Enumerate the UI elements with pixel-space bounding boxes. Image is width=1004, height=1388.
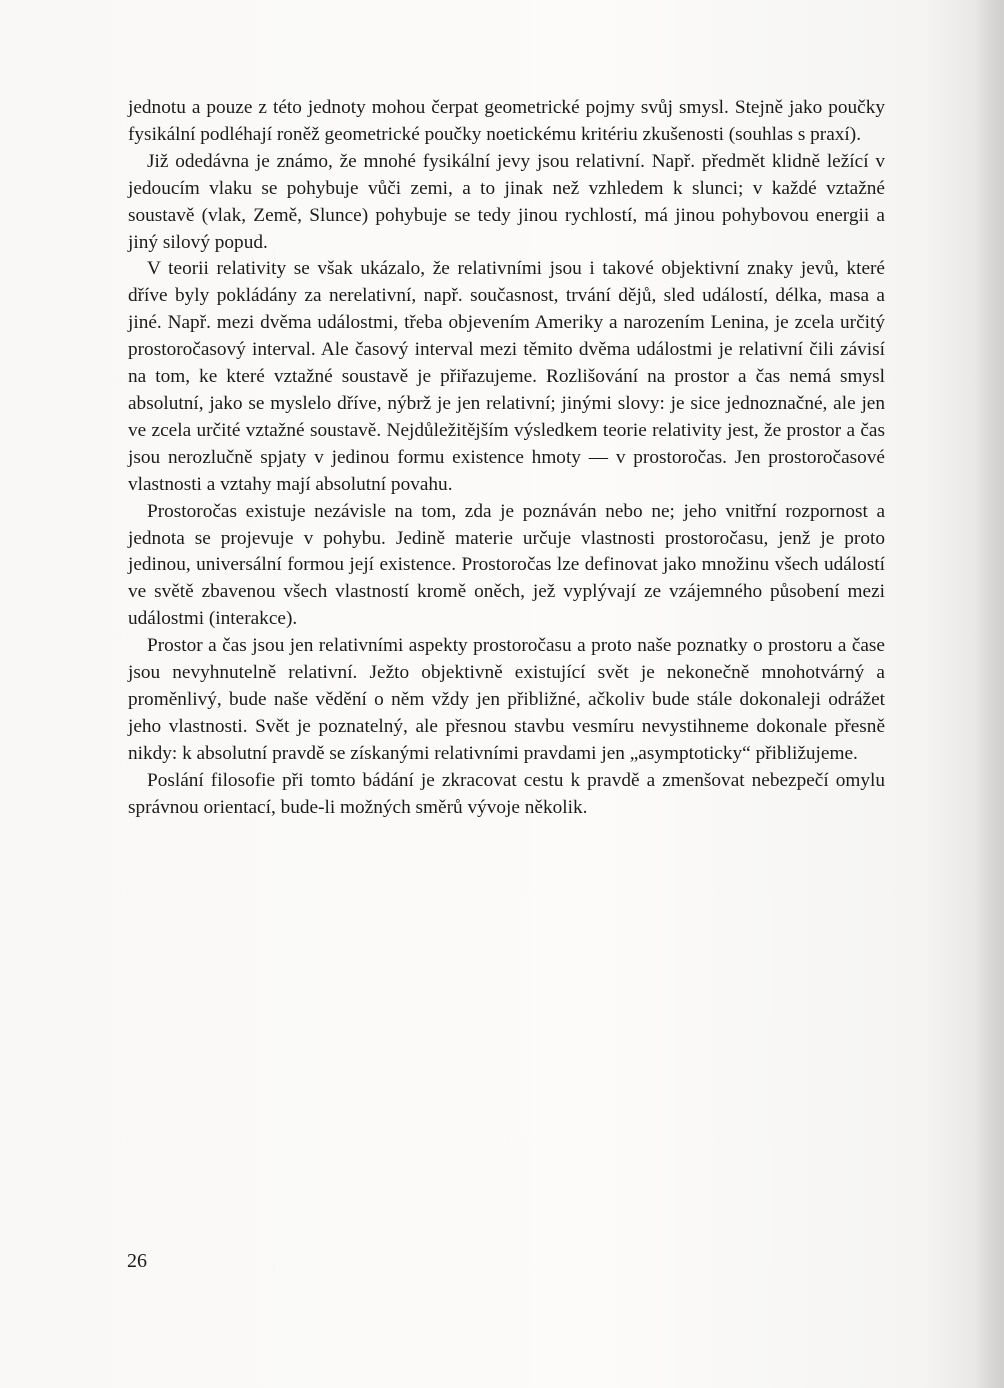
page-binding-shadow <box>976 0 1004 1388</box>
body-text <box>128 95 885 821</box>
paragraph-4: Prostoročas existuje nezávisle na tom, zda je poznáván nebo ne; jeho vnitřní rozpornost a jednota se projevuje v pohybu. Jedině materie určuje vlastnosti prostoročasu, jenž je proto jedinou, universální formou její existence. Prostoročas lze definovat jako množinu všech událostí ve světě zbavenou všech vlastností kromě oněch, jež vyplývají ze vzájemného působení mezi událostmi (interakce). <box>128 500 885 630</box>
paragraph-2: Již odedávna je známo, že mnohé fysikální jevy jsou relativní. Např. předmět klidně ležící v jedoucím vlaku se pohybuje vůči zemi, a to jinak než vzhledem k slunci; v každé vztažné soustavě (vlak, Země, Slunce) pohybuje se tedy jinou rychlostí, má jinou pohybovou energii a jiný silový popud. <box>128 150 885 253</box>
paragraph-6: Poslání filosofie při tomto bádání je zkracovat cestu k pravdě a zmenšovat nebezpečí omylu správnou orientací, bude-li možných směrů vývoje několik. <box>128 769 885 818</box>
paragraph-1: jednotu a pouze z této jednoty mohou čerpat geometrické pojmy svůj smysl. Stejně jako poučky fysikální podléhají roněž geometrické poučky noetickému kritériu zkušenosti (souhlas s praxí). <box>128 97 885 145</box>
page-number: 26 <box>127 1250 147 1272</box>
paragraph-5: Prostor a čas jsou jen relativními aspekty prostoročasu a proto naše poznatky o prostoru a čase jsou nevyhnutelně relativní. Ježto objektivně existující svět je nekonečně mnohotvárný a proměnlivý, bude naše vědění o něm vždy jen přibližné, ačkoliv bude stále dokonaleji odrážet jeho vlastnosti. Svět je poznatelný, ale přesnou stavbu vesmíru nevystihneme dokonale přesně nikdy: k absolutní pravdě se získanými relativními pravdami jen „asymptoticky“ přibližujeme. <box>128 635 885 764</box>
paragraph-3: V teorii relativity se však ukázalo, že relativními jsou i takové objektivní znaky jevů, které dříve byly pokládány za nerelativní, např. současnost, trvání dějů, sled událostí, délka, masa a jiné. Např. mezi dvěma událostmi, třeba objevením Ameriky a narozením Lenina, je zcela určitý prostoročasový interval. Ale časový interval mezi těmito dvěma událostmi je relativní čili závisí na tom, ke které vztažné soustavě je přiřazujeme. Rozlišování na prostor a čas nemá smysl absolutní, jako se myslelo dříve, nýbrž je jen relativní; jinými slovy: je sice jednoznačné, ale jen ve zcela určité vztažné soustavě. Nejdůležitějším výsledkem teorie relativity jest, že prostor a čas jsou nerozlučně spjaty v jedinou formu existence hmoty — v prostoročas. Jen prostoročasové vlastnosti a vztahy mají absolutní povahu. <box>128 258 885 495</box>
